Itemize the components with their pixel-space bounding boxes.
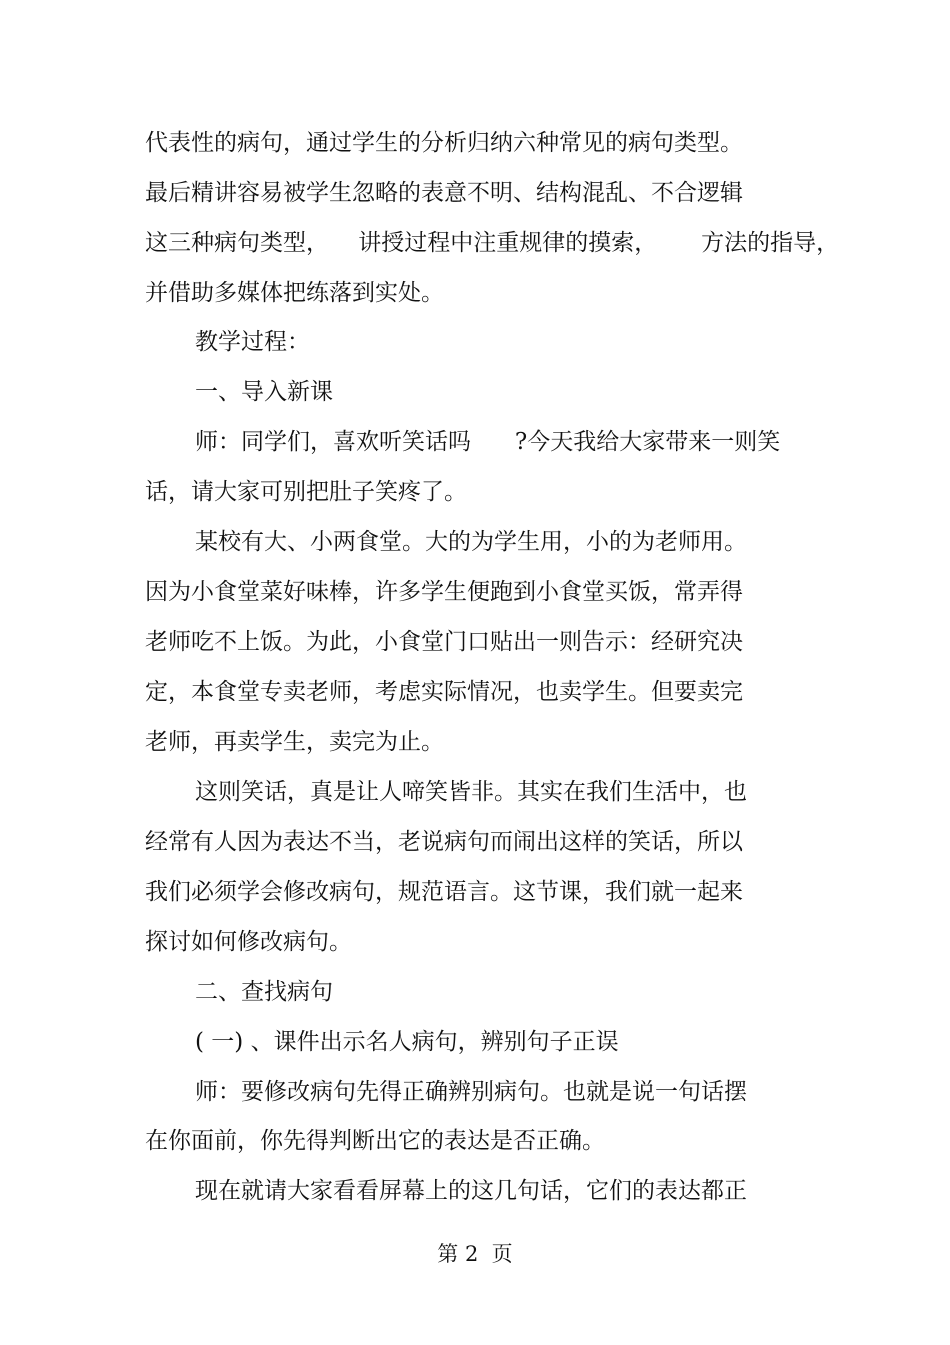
text-line-22: 现在就请大家看看屏幕上的这几句话，它们的表达都正: [195, 1178, 747, 1204]
text-line-20: 师：要修改病句先得正确辨别病句。也就是说一句话摆: [195, 1079, 747, 1105]
text-line-2: 最后精讲容易被学生忽略的表意不明、结构混乱、不合逻辑: [145, 180, 743, 206]
text-line-14: 这则笑话，真是让人啼笑皆非。其实在我们生活中，也: [195, 779, 747, 805]
text-line-9: 某校有大、小两食堂。大的为学生用，小的为老师用。: [195, 529, 747, 555]
section-heading-intro: 一、导入新课: [195, 379, 333, 405]
text-line-10: 因为小食堂菜好味棒，许多学生便跑到小食堂买饭，常弄得: [145, 579, 743, 605]
text-line-3: 这三种病句类型， 讲授过程中注重规律的摸索， 方法的指导，: [145, 230, 840, 256]
text-line-16: 我们必须学会修改病句，规范语言。这节课，我们就一起来: [145, 879, 743, 905]
text-line-13: 老师，再卖学生，卖完为止。: [145, 729, 444, 755]
section-heading-teaching-process: 教学过程：: [195, 329, 310, 355]
text-line-4: 并借助多媒体把练落到实处。: [145, 280, 444, 306]
text-line-8: 话，请大家可别把肚子笑疼了。: [145, 479, 467, 505]
text-line-1: 代表性的病句，通过学生的分析归纳六种常见的病句类型。: [145, 130, 743, 156]
text-line-21: 在你面前，你先得判断出它的表达是否正确。: [145, 1128, 605, 1154]
text-line-17: 探讨如何修改病句。: [145, 929, 352, 955]
text-line-12: 定，本食堂专卖老师，考虑实际情况，也卖学生。但要卖完: [145, 679, 743, 705]
subsection-heading: ( 一) 、课件出示名人病句，辨别句子正误: [195, 1029, 619, 1055]
text-line-15: 经常有人因为表达不当，老说病句而闹出这样的笑话，所以: [145, 829, 743, 855]
page-number-footer: 第 2 页: [437, 1242, 513, 1266]
text-line-7: 师：同学们，喜欢听笑话吗 ?今天我给大家带来一则笑: [195, 429, 781, 455]
section-heading-find-errors: 二、查找病句: [195, 979, 333, 1005]
text-line-11: 老师吃不上饭。为此，小食堂门口贴出一则告示：经研究决: [145, 629, 743, 655]
